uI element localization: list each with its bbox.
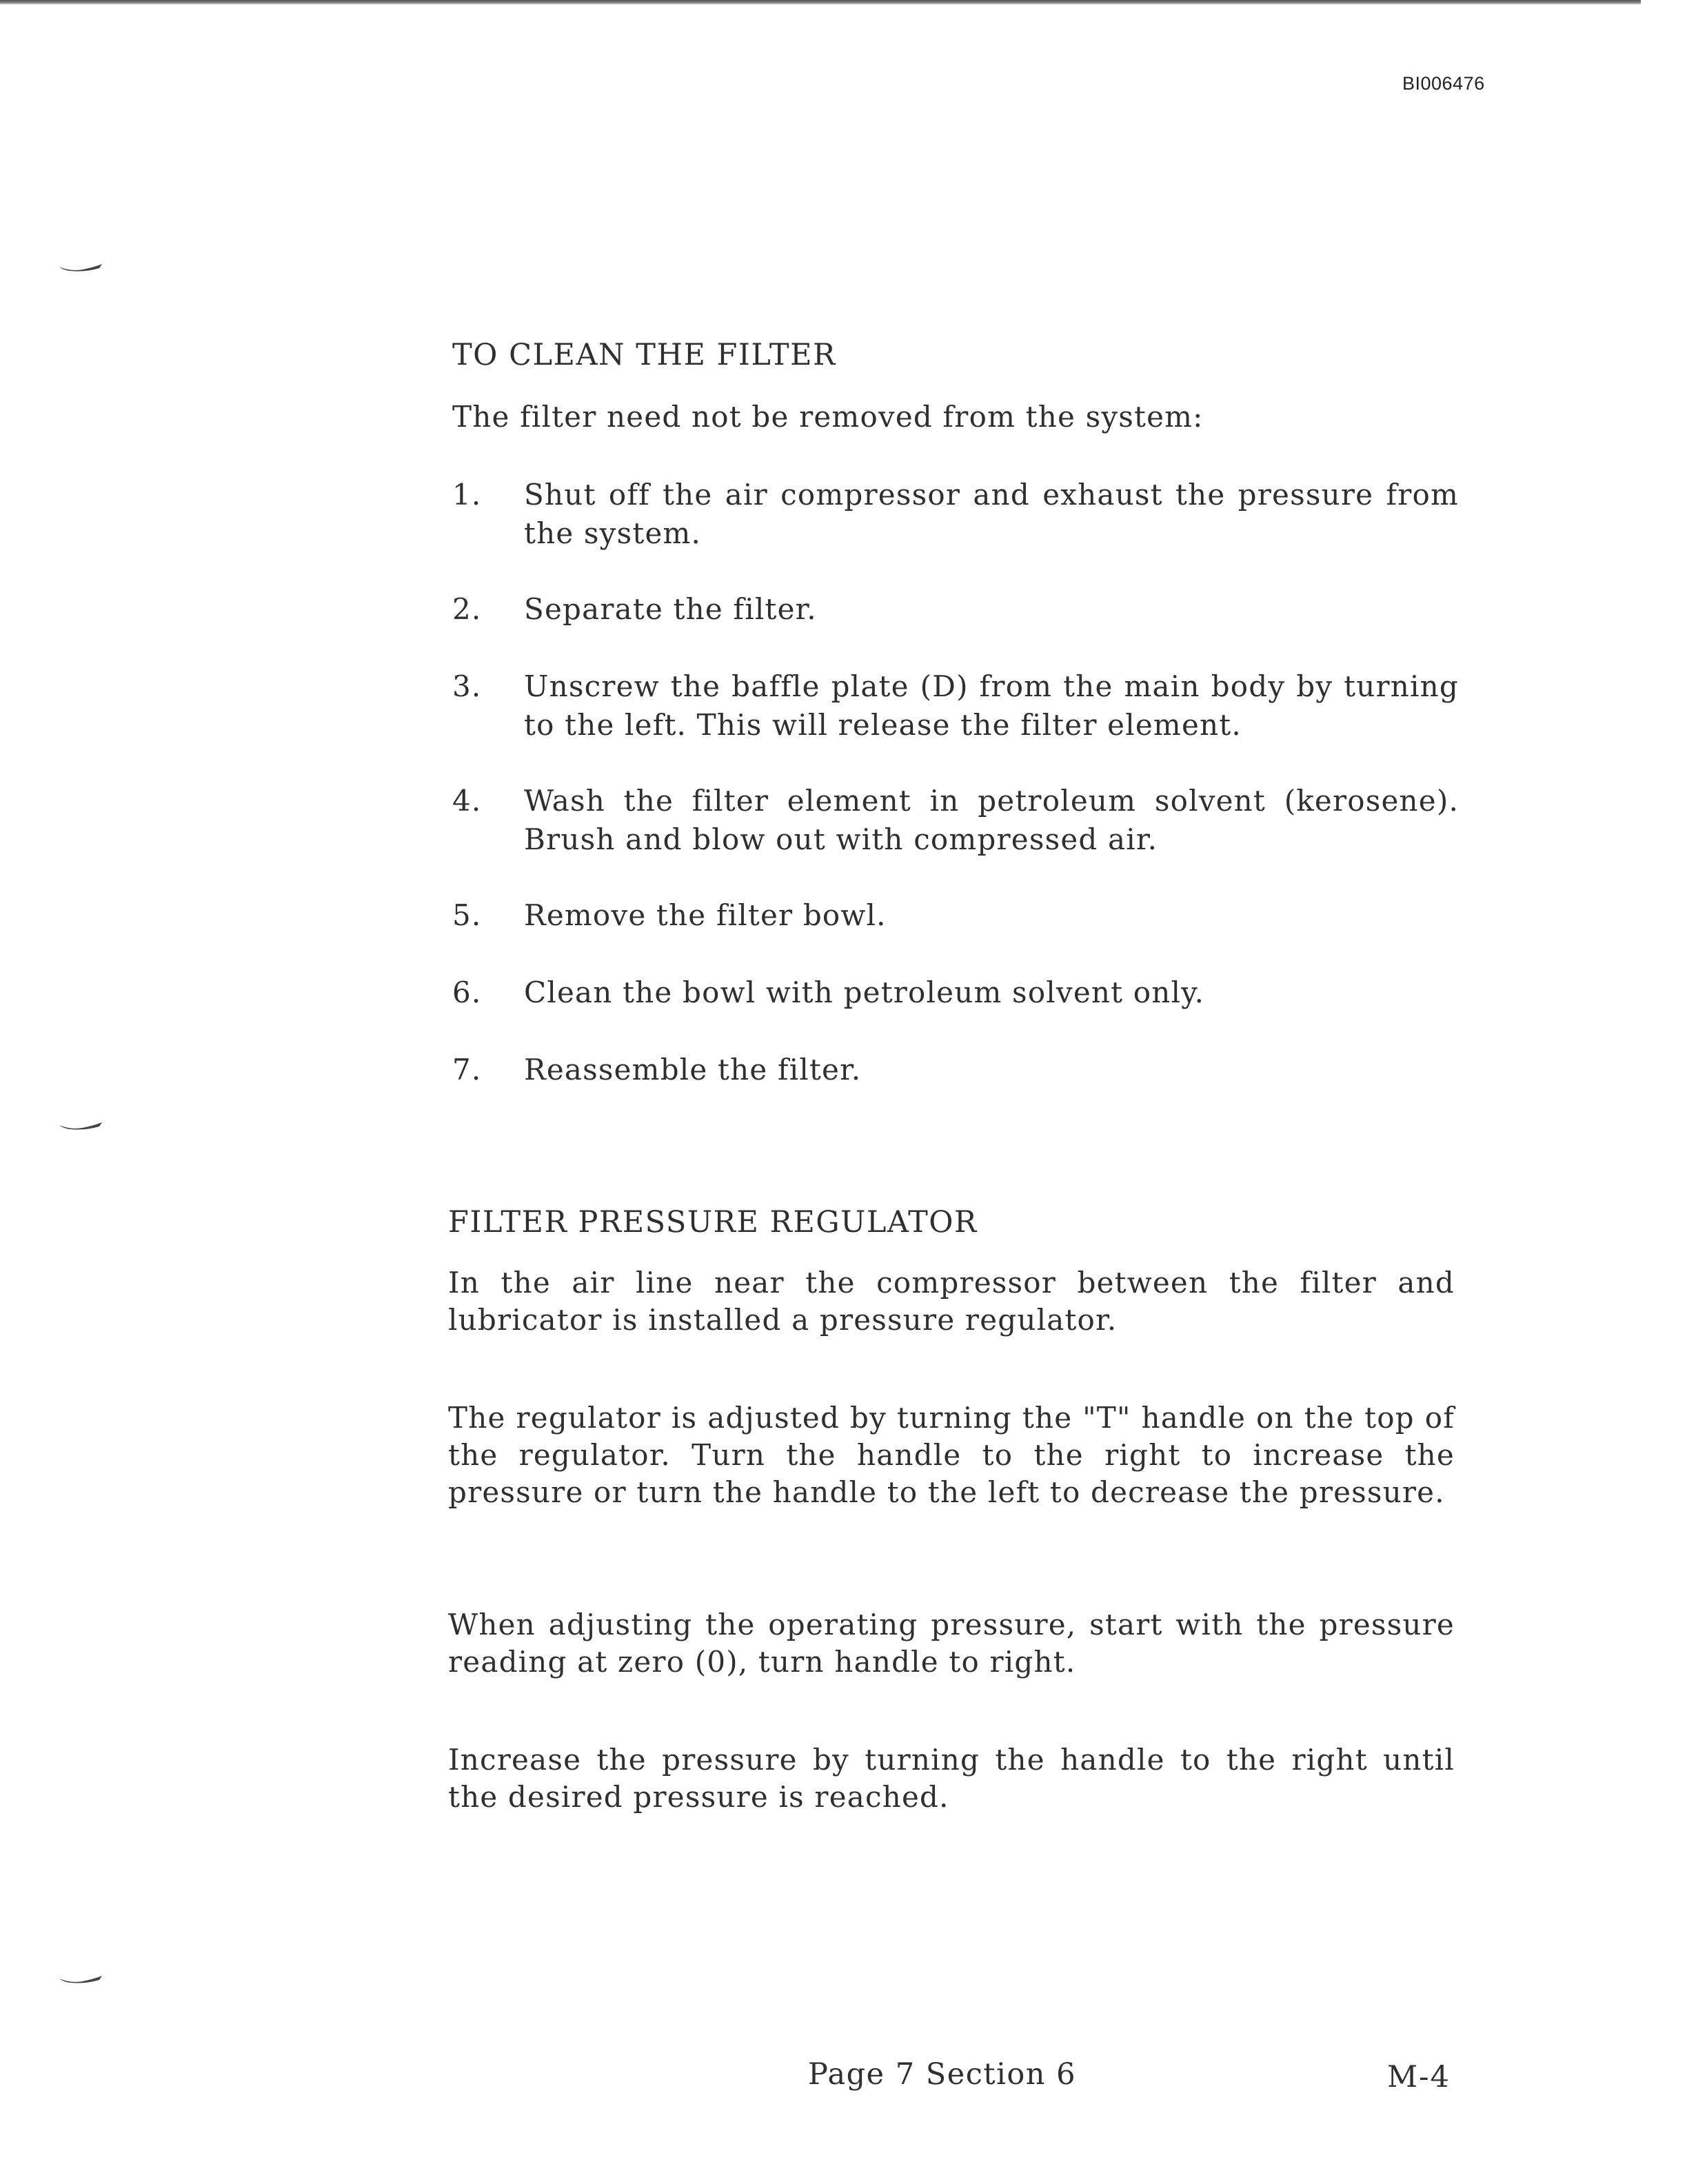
list-item-number: 5. — [452, 898, 482, 932]
list-item-text: Reassemble the filter. — [524, 1053, 862, 1086]
list-item-text: Shut off the air compressor and exhaust the pressure from the system. — [524, 478, 1459, 550]
clean-filter-intro: The filter need not be removed from the system: — [452, 400, 1204, 434]
list-item-text: Unscrew the baffle plate (D) from the main body by turning to the left. This will release the filter element. — [524, 669, 1459, 742]
list-item-number: 7. — [452, 1053, 482, 1086]
section-heading-regulator: FILTER PRESSURE REGULATOR — [448, 1205, 978, 1240]
list-item-number: 4. — [452, 784, 482, 818]
list-item-text: Clean the bowl with petroleum solvent only. — [524, 975, 1205, 1009]
list-item-text: Wash the filter element in petroleum solvent (kerosene). Brush and blow out with compressed air. — [524, 784, 1459, 856]
list-item-number: 2. — [452, 592, 482, 626]
list-item-number: 6. — [452, 975, 482, 1009]
section-heading-clean-filter: TO CLEAN THE FILTER — [452, 338, 836, 372]
binder-hole-mark-icon — [58, 1974, 103, 1984]
list-item-text: Remove the filter bowl. — [524, 898, 887, 932]
regulator-paragraph: When adjusting the operating pressure, start with the pressure reading at zero (0), turn handle to right. — [448, 1608, 1455, 1679]
list-item-number: 3. — [452, 669, 482, 703]
document-id: BI006476 — [1402, 73, 1485, 94]
regulator-paragraph: Increase the pressure by turning the handle to the right until the desired pressure is reached. — [448, 1743, 1455, 1814]
list-item-text: Separate the filter. — [524, 592, 817, 626]
binder-hole-mark-icon — [58, 263, 103, 272]
document-code: M-4 — [1387, 2060, 1451, 2094]
page-number: Page 7 Section 6 — [808, 2057, 1076, 2092]
regulator-paragraph: The regulator is adjusted by turning the "T" handle on the top of the regulator. Turn the handle to the right to increase the pressure or turn the handle to the left to decrease the pressure. — [448, 1401, 1455, 1509]
scan-top-edge — [0, 0, 1641, 5]
regulator-paragraph: In the air line near the compressor between the filter and lubricator is installed a pressure regulator. — [448, 1266, 1455, 1337]
binder-hole-mark-icon — [58, 1121, 103, 1131]
list-item-number: 1. — [452, 478, 482, 512]
